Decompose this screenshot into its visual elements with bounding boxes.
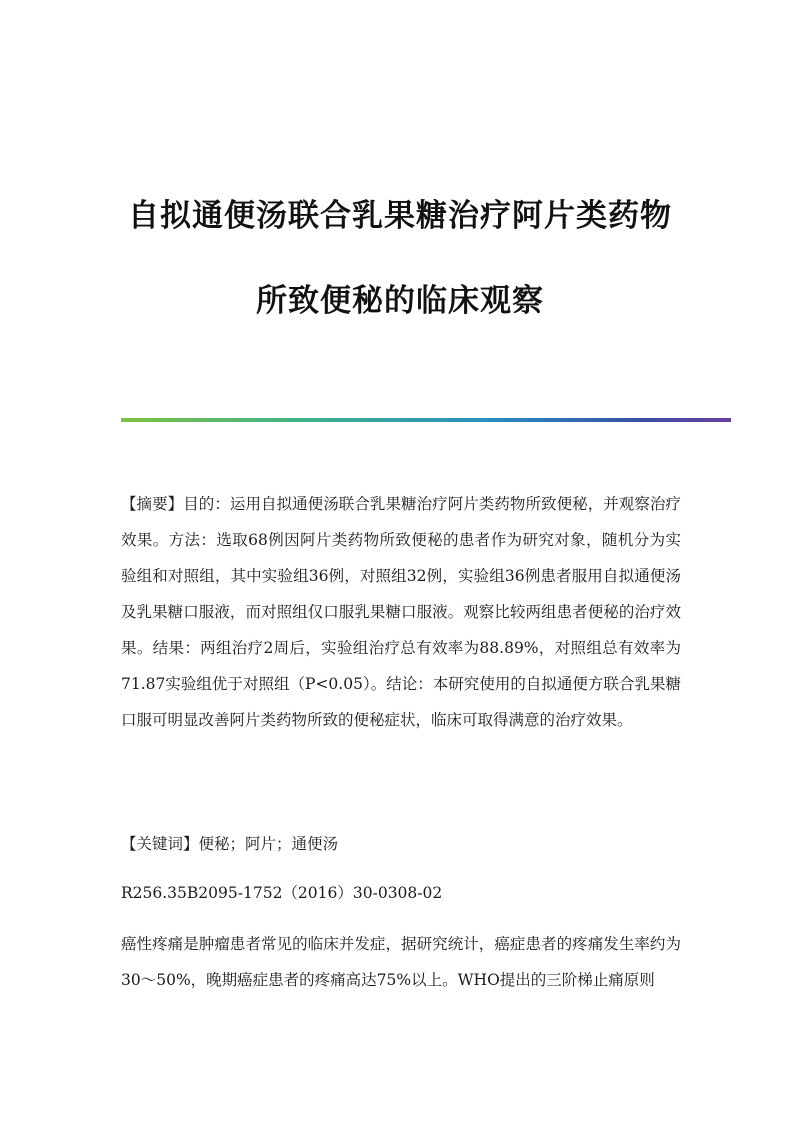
document-title-line-1: 自拟通便汤联合乳果糖治疗阿片类药物 <box>128 198 672 234</box>
document-title-line-2: 所致便秘的临床观察 <box>256 283 544 319</box>
keywords-paragraph <box>121 826 681 862</box>
title-divider <box>121 418 731 422</box>
classification-code: R256.35B2095-1752（2016）30-0308-02 <box>121 884 443 902</box>
abstract-paragraph <box>121 486 681 738</box>
keywords-text: 便秘；阿片；通便汤 <box>198 835 339 853</box>
abstract-text: 目的：运用自拟通便汤联合乳果糖治疗阿片类药物所致便秘，并观察治疗效果。方法：选取68例因阿片类药物所致便秘的患者作为研究对象，随机分为实验组和对照组，其中实验组36例，对照组32例，实验组36例患者服用自拟通便汤及乳果糖口服液，而对照组仅口服乳果糖口服液。观察比较两组患者便秘的治疗效果。结果：两组治疗2周后，实验组治疗总有效率为88.89%，对照组总有效率为71.87实验组优于对照组（P<0.05）。结论：本研究使用的自拟通便方联合乳果糖口服可明显改善阿片类药物所致的便秘症状，临床可取得满意的治疗效果。 <box>121 495 681 729</box>
intro-paragraph: 癌性疼痛是肿瘤患者常见的临床并发症，据研究统计，癌症患者的疼痛发生率约为30～50%，晚期癌症患者的疼痛高达75%以上。WHO提出的三阶梯止痛原则 <box>121 935 681 989</box>
keywords-label: 【关键词】 <box>121 835 199 853</box>
abstract-label: 【摘要】 <box>121 495 184 513</box>
